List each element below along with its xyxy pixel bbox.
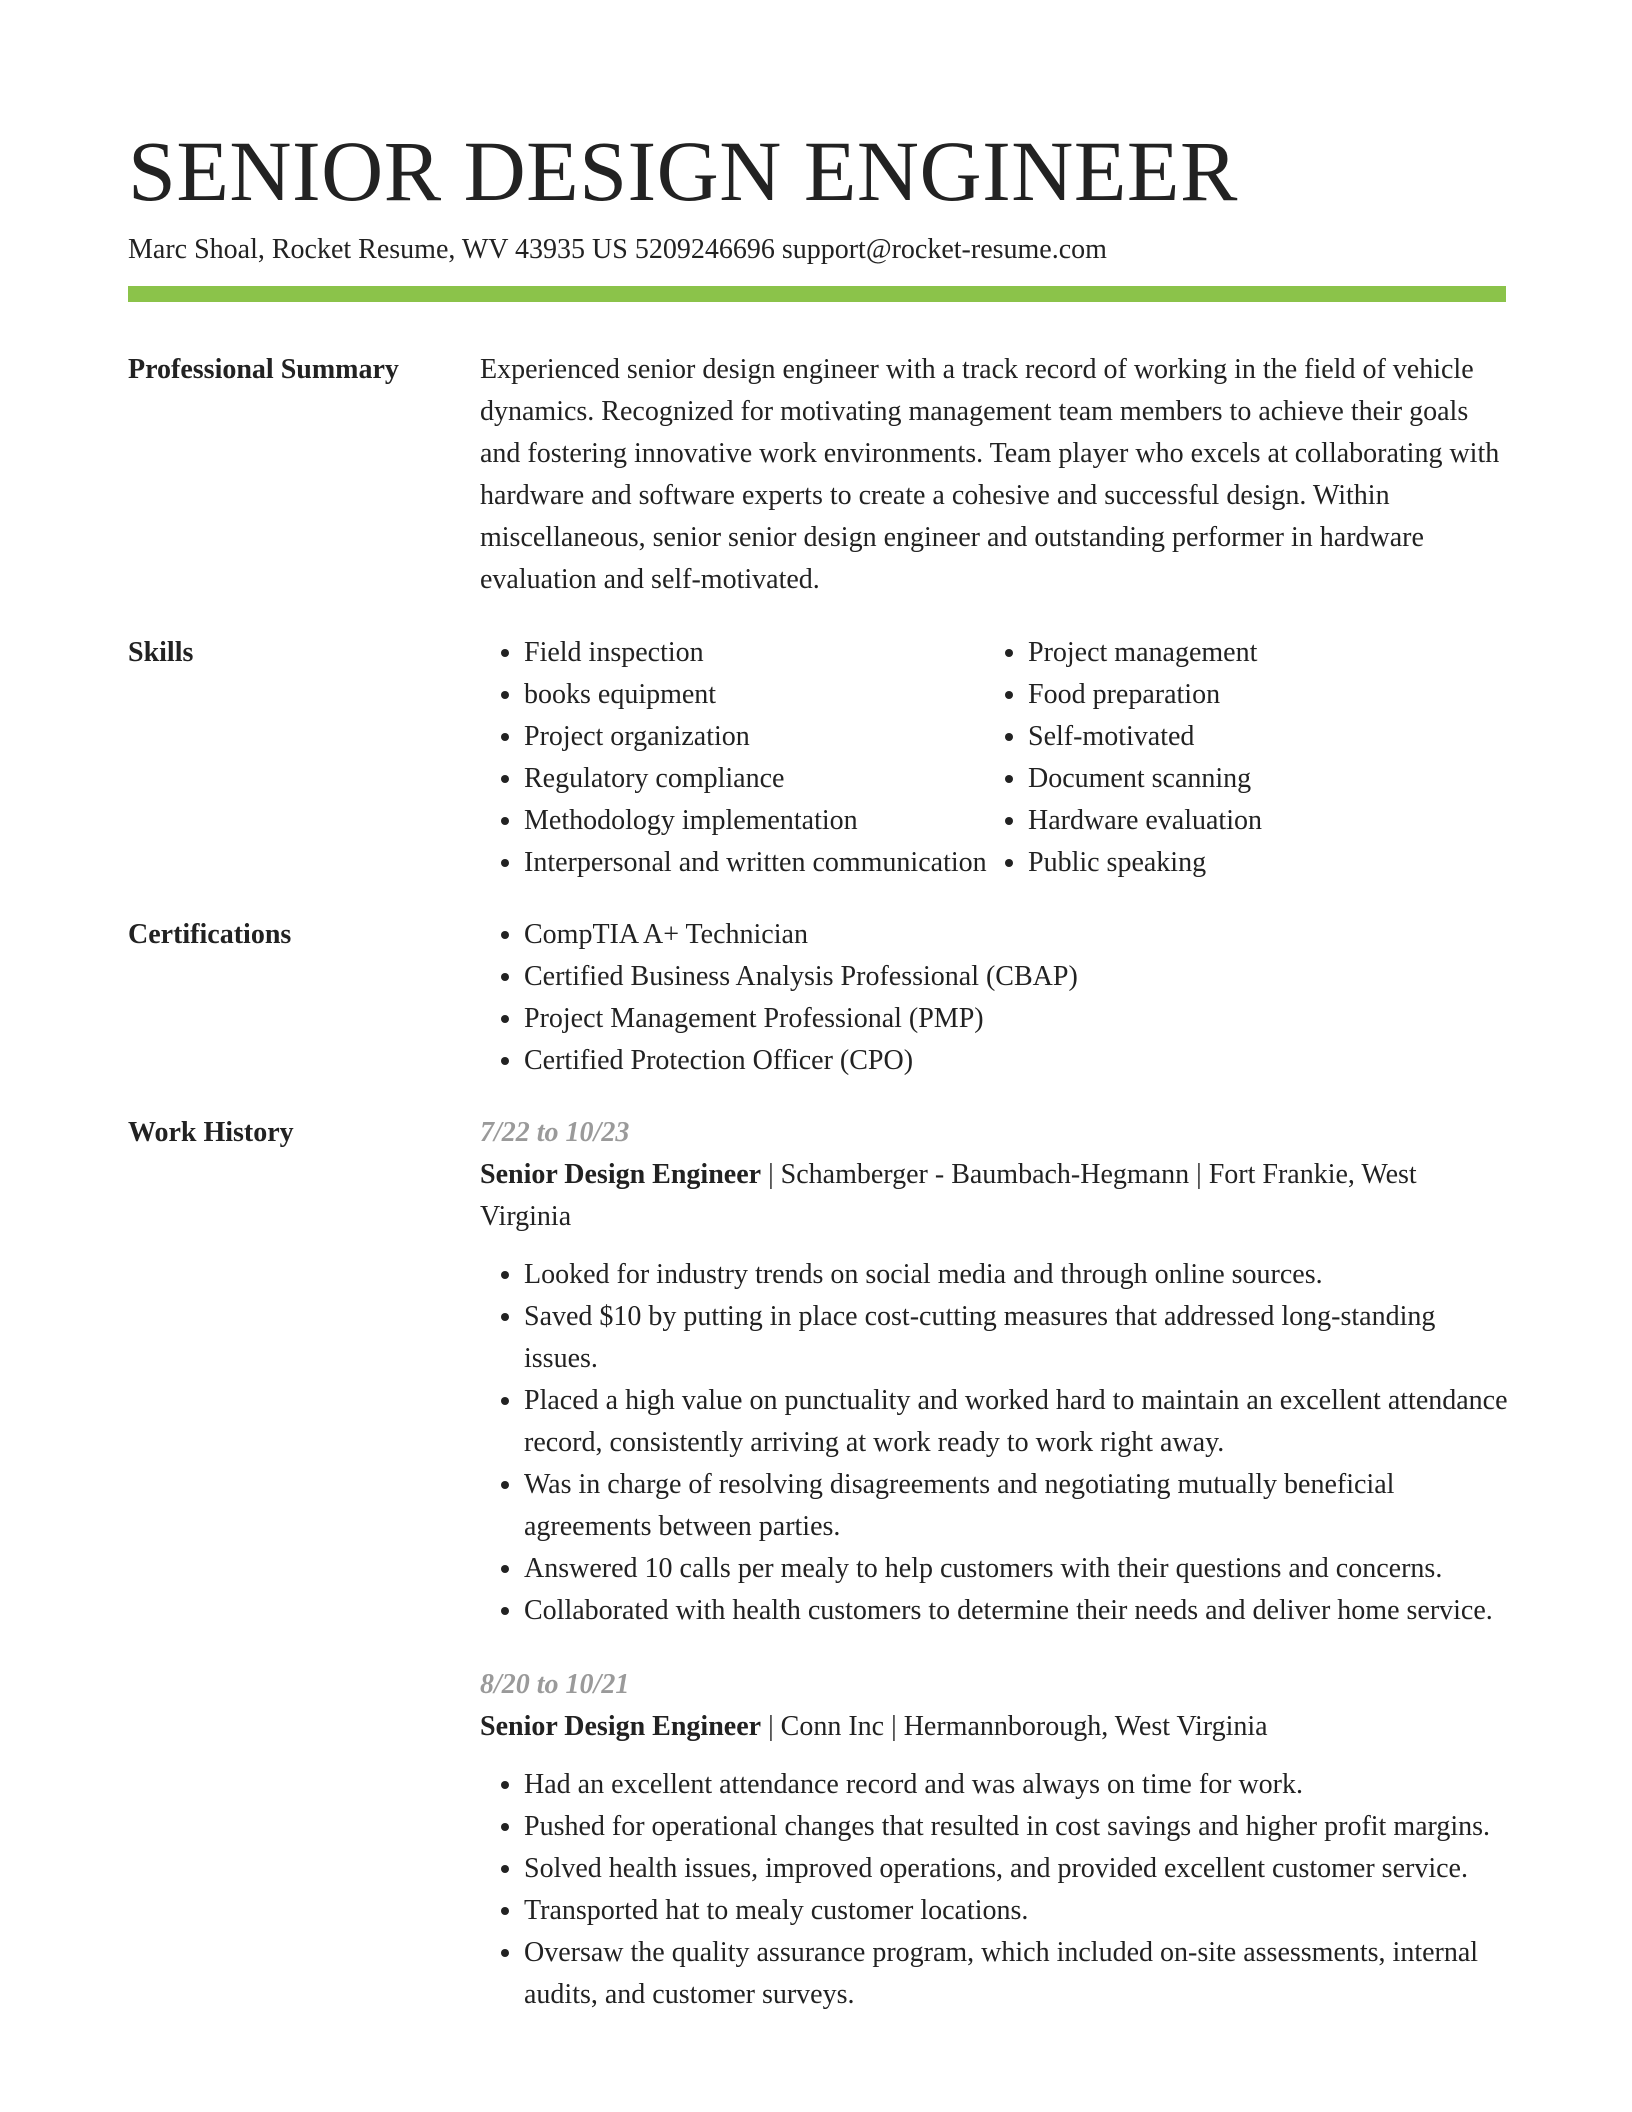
job-bullet: • Collaborated with health customers to determine their needs and deliver home service. <box>524 1590 1510 1632</box>
job-bullet: • Saved $10 by putting in place cost-cutting measures that addressed long-standing issues. <box>524 1296 1510 1380</box>
contact-email: support@rocket-resume.com <box>781 234 1107 265</box>
summary-label: Professional Summary <box>128 354 399 385</box>
job-details: | Conn Inc | Hermannborough, West Virginia <box>761 1711 1268 1742</box>
job-bullet: • Oversaw the quality assurance program, which included on-site assessments, internal audits, and customer surveys. <box>524 1932 1510 2016</box>
skill-item: • Interpersonal and written communication <box>524 842 1044 884</box>
job-title: Senior Design Engineer <box>480 1159 762 1190</box>
certifications-label: Certifications <box>128 919 292 950</box>
certification-item: • Certified Protection Officer (CPO) <box>524 1040 1510 1082</box>
job-heading <box>480 1154 1510 1238</box>
certification-item: • CompTIA A+ Technician <box>524 914 1510 956</box>
skills-body <box>480 632 1510 892</box>
resume-title: SENIOR DESIGN ENGINEER <box>128 123 1238 219</box>
skills-list-right <box>984 632 1548 884</box>
header-divider <box>128 286 1506 302</box>
skill-item: • Self-motivated <box>1028 716 1548 758</box>
job-title: Senior Design Engineer <box>480 1711 762 1742</box>
job-bullets <box>480 1254 1510 1632</box>
certifications-list <box>480 914 1510 1082</box>
skill-item: • Regulatory compliance <box>524 758 1044 800</box>
job-entry <box>480 1664 1510 2016</box>
skills-label: Skills <box>128 637 194 668</box>
job-bullet: • Placed a high value on punctuality and worked hard to maintain an excellent attendance record, consistently arriving at work ready to work right away. <box>524 1380 1510 1464</box>
job-bullets <box>480 1764 1510 2016</box>
job-dates: 8/20 to 10/21 <box>480 1669 630 1700</box>
certification-item: • Certified Business Analysis Professional (CBAP) <box>524 956 1510 998</box>
job-bullet: • Was in charge of resolving disagreements and negotiating mutually beneficial agreements between parties. <box>524 1464 1510 1548</box>
certifications-body <box>480 914 1510 1082</box>
job-bullet: • Solved health issues, improved operations, and provided excellent customer service. <box>524 1848 1510 1890</box>
skill-item: • books equipment <box>524 674 1044 716</box>
job-bullet: • Transported hat to mealy customer locations. <box>524 1890 1510 1932</box>
summary-text: Experienced senior design engineer with a track record of working in the field of vehicle dynamics. Recognized for motivating management team members to achieve their goals and fostering innovative work environments. Team player who excels at collaborating with hardware and software experts to create a cohesive and successful design. Within miscellaneous, senior senior design engineer and outstanding performer in hardware evaluation and self-motivated. <box>480 354 1500 595</box>
job-entry <box>480 1112 1510 1632</box>
skill-item: • Public speaking <box>1028 842 1548 884</box>
job-bullet: • Looked for industry trends on social media and through online sources. <box>524 1254 1510 1296</box>
skill-item: • Hardware evaluation <box>1028 800 1548 842</box>
skill-item: • Food preparation <box>1028 674 1548 716</box>
contact-line <box>128 232 1107 268</box>
work-history-label: Work History <box>128 1117 294 1148</box>
skill-item: • Project organization <box>524 716 1044 758</box>
job-bullet: • Pushed for operational changes that resulted in cost savings and higher profit margins. <box>524 1806 1510 1848</box>
work-history-body <box>480 1112 1510 2016</box>
skill-item: • Document scanning <box>1028 758 1548 800</box>
job-heading <box>480 1706 1510 1748</box>
job-details: | Schamberger - Baumbach-Hegmann | Fort Frankie, West Virginia <box>480 1159 1417 1232</box>
job-bullet: • Had an excellent attendance record and was always on time for work. <box>524 1764 1510 1806</box>
skill-item: • Field inspection <box>524 632 1044 674</box>
certification-item: • Project Management Professional (PMP) <box>524 998 1510 1040</box>
skill-item: • Methodology implementation <box>524 800 1044 842</box>
skills-list-left <box>480 632 1044 884</box>
job-dates: 7/22 to 10/23 <box>480 1117 630 1148</box>
skill-item: • Project management <box>1028 632 1548 674</box>
contact-phone: 5209246696 <box>634 234 775 265</box>
contact-address: Marc Shoal, Rocket Resume, WV 43935 US <box>128 234 628 265</box>
skills-section <box>128 632 1506 892</box>
job-bullet: • Answered 10 calls per mealy to help customers with their questions and concerns. <box>524 1548 1510 1590</box>
